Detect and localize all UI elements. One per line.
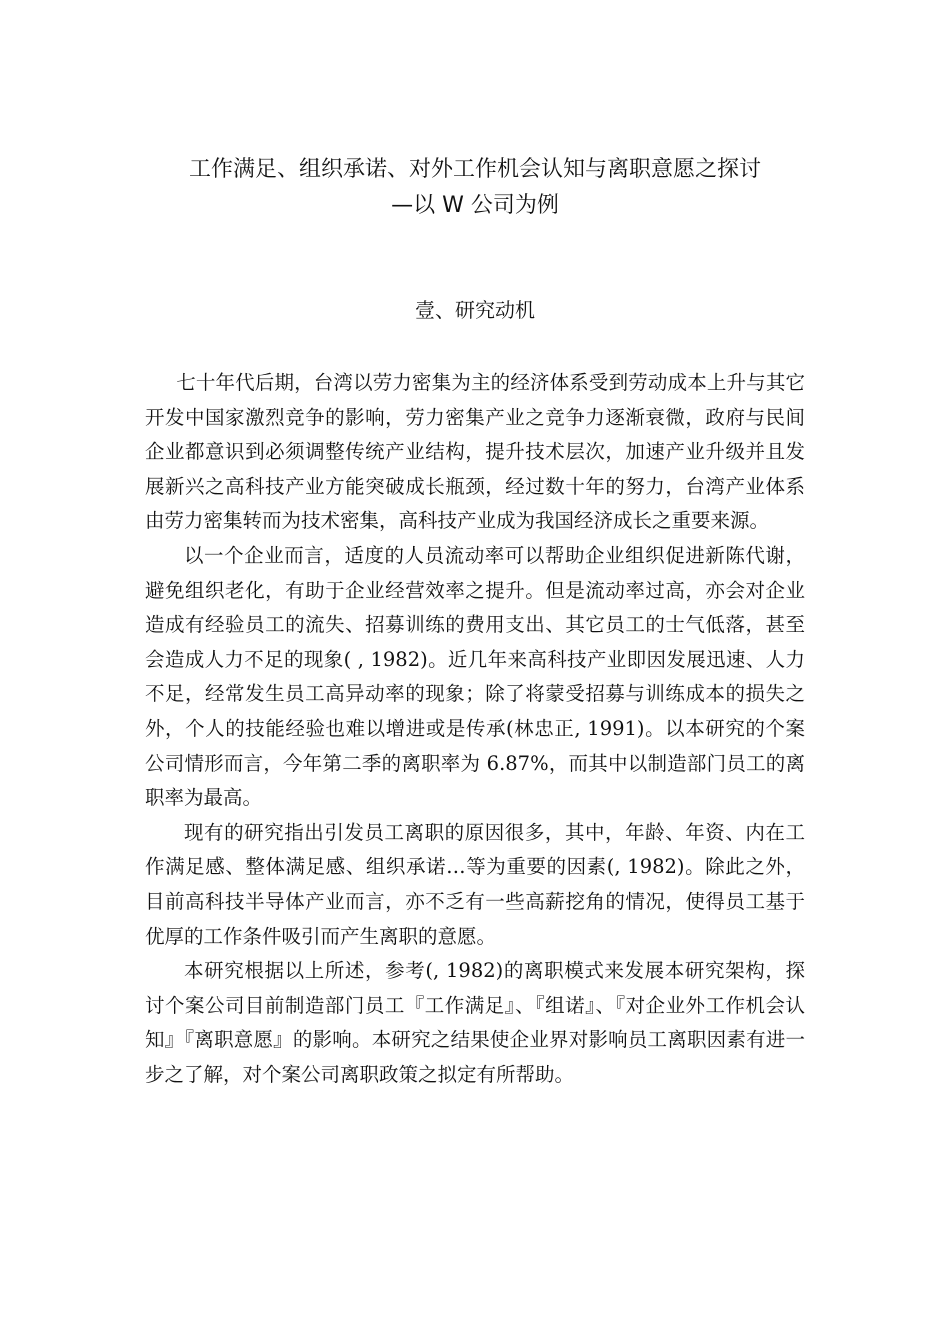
section-heading: 壹、研究动机	[415, 298, 535, 322]
title-line-subtitle: —以 W 公司为例	[391, 193, 559, 218]
document-title	[0, 152, 950, 224]
paragraph-3: 现有的研究指出引发员工离职的原因很多，其中，年龄、年资、内在工作满足感、整体满足感、组织承诺…等为重要的因素(, 1982)。除此之外，目前高科技半导体产业而言，亦不乏有一些高薪挖角的情况，使得员工基于优厚的工作条件吸引而产生离职的意愿。	[145, 820, 805, 948]
body-text	[145, 366, 805, 1092]
paragraph-1: 七十年代后期，台湾以劳力密集为主的经济体系受到劳动成本上升与其它开发中国家激烈竞争的影响，劳力密集产业之竞争力逐渐衰微，政府与民间企业都意识到必须调整传统产业结构，提升技术层次，加速产业升级并且发展新兴之高科技产业方能突破成长瓶颈，经过数十年的努力，台湾产业体系由劳力密集转而为技术密集，高科技产业成为我国经济成长之重要来源。	[145, 371, 805, 533]
paragraph-2: 以一个企业而言，适度的人员流动率可以帮助企业组织促进新陈代谢，避免组织老化，有助于企业经营效率之提升。但是流动率过高，亦会对企业造成有经验员工的流失、招募训练的费用支出、其它员工的士气低落，甚至会造成人力不足的现象( , 1982)。近几年来高科技产业即因发展迅速、人力不足，经常发生员工高异动率的现象；除了将蒙受招募与训练成本的损失之外，个人的技能经验也难以增进或是传承(林忠正, 1991)。以本研究的个案公司情形而言，今年第二季的离职率为 6.87%，而其中以制造部门员工的离职率为最高。	[145, 543, 805, 810]
title-line-main: 工作满足、组织承诺、对外工作机会认知与离职意愿之探讨	[188, 157, 761, 182]
paragraph-4: 本研究根据以上所述，参考(, 1982)的离职模式来发展本研究架构，探讨个案公司目前制造部门员工『工作满足』、『组诺』、『对企业外工作机会认知』『离职意愿』的影响。本研究之结果使企业界对影响员工离职因素有进一步之了解，对个案公司离职政策之拟定有所帮助。	[145, 959, 805, 1086]
